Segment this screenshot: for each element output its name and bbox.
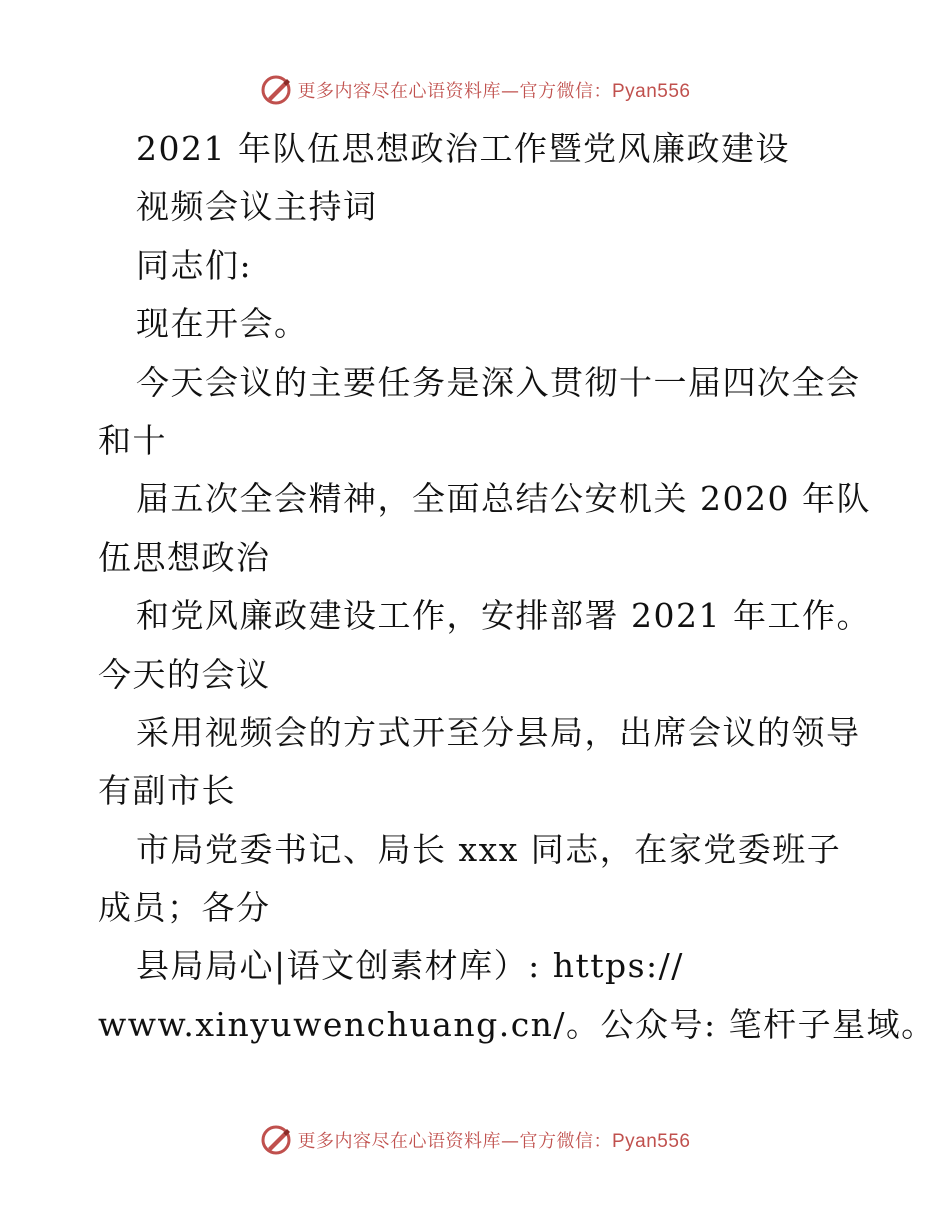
- text-line: www.xinyuwenchuang.cn/。公众号: 笔杆子星域。: [98, 1004, 936, 1044]
- pen-logo-icon: [259, 1123, 293, 1157]
- text-line: 有副市长: [98, 771, 236, 811]
- footer-watermark: [0, 1120, 950, 1160]
- text-line: 现在开会。: [136, 304, 309, 344]
- watermark-wechat-id: Pyan556: [611, 81, 691, 102]
- text-line: 伍思想政治: [98, 537, 271, 577]
- watermark-text: 更多内容尽在心语资料库—官方微信：Pyan556: [297, 81, 691, 102]
- header-watermark: [0, 70, 950, 110]
- pen-logo-icon: [259, 73, 293, 107]
- text-line: 届五次全会精神，全面总结公安机关 2020 年队: [136, 479, 871, 519]
- text-line: 和党风廉政建设工作，安排部署 2021 年工作。: [136, 596, 871, 636]
- text-line: 和十: [98, 420, 167, 460]
- document-body: [98, 120, 936, 1054]
- watermark-wechat-id: Pyan556: [611, 1131, 691, 1152]
- text-line: 2021 年队伍思想政治工作暨党风廉政建设: [136, 129, 790, 168]
- text-line: 市局党委书记、局长 xxx 同志，在家党委班子: [136, 829, 842, 869]
- watermark-text: 更多内容尽在心语资料库—官方微信：Pyan556: [297, 1131, 691, 1152]
- text-line: 采用视频会的方式开至分县局，出席会议的领导: [136, 712, 861, 752]
- text-line: 县局局心|语文创素材库）: https://: [136, 946, 684, 986]
- text-line: 成员；各分: [98, 888, 271, 928]
- text-line: 今天的会议: [98, 654, 271, 694]
- text-line: 今天会议的主要任务是深入贯彻十一届四次全会: [136, 362, 861, 402]
- text-line: 视频会议主持词: [136, 187, 378, 227]
- text-line: 同志们:: [136, 245, 253, 285]
